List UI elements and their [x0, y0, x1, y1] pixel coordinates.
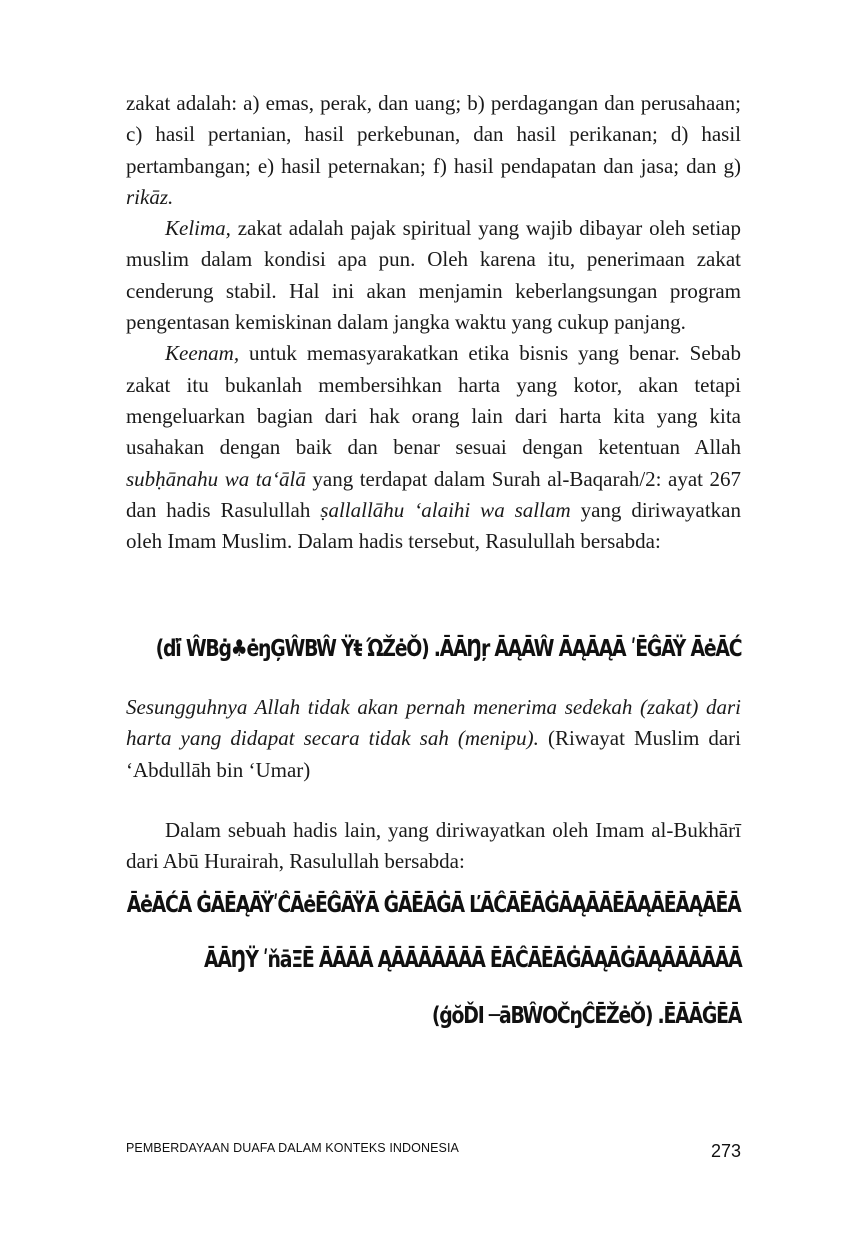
paragraph-zakat-categories	[126, 88, 741, 213]
paragraph-text: yang diriwayatkan oleh Imam Muslim. Dalam hadis tersebut, Rasulullah bersabda:	[126, 497, 741, 554]
hadith-arabic-line-3: ĀĀŊŸ ʹňāΞĒ ĀĀĀĀ ĄĀĀĀĀĀĀĀ ĒĀĈĀĒĀĠĀĄĀĠĀĄĀĀĀĀĀĀ	[203, 947, 741, 973]
paragraph-text: untuk memasyarakatkan etika bisnis yang benar. Sebab zakat itu bukanlah membersihkan harta yang kotor, akan tetapi mengeluarkan bagian dari hak orang lain dari harta kita yang kita usahakan dengan baik dan benar sesuai dengan ketentuan Allah	[126, 341, 741, 460]
paragraph-text: zakat adalah pajak spiritual yang wajib dibayar oleh setiap muslim dalam kondisi apa pun. Oleh karena itu, penerimaan zakat cenderung stabil. Hal ini akan menjamin keberlangsungan program pengentasan kemiskinan dalam jangka waktu yang cukup panjang.	[126, 216, 741, 335]
paragraph-kelima	[126, 213, 741, 338]
translation-source: (Riwayat Muslim dari ‘Abdullāh bin ‘Umar)	[126, 726, 741, 782]
translation-text: Sesungguhnya Allah tidak akan pernah menerima sedekah (zakat) dari harta yang didapat secara tidak sah (menipu).	[126, 695, 741, 751]
paragraph-lead: Kelima,	[165, 216, 231, 241]
page-number: 273	[710, 1141, 741, 1161]
term-rikaz: rikāz.	[126, 184, 174, 209]
paragraph-text: zakat adalah: a) emas, perak, dan uang; b) perdagangan dan perusahaan; c) hasil pertanian, hasil perkebunan, dan hasil perikanan; d) hasil pertambangan; e) hasil peternakan; f) hasil pendapatan dan jasa; dan g)	[126, 91, 741, 178]
paragraph-keenam	[126, 338, 741, 557]
hadith-arabic-line-2: ĀėĀĆĀ ĠĀĒĄĀŸʹĈĀėĒĜĀŸĀ ĠĀĒĀĠĀ ĽĀĈĀĒĀĠĀĄĀĀĒĀĄĀĒĀĄĀĒĀ	[127, 892, 741, 918]
running-footer-title: PEMBERDAYAAN DUAFA DALAM KONTEKS INDONESIA	[126, 1141, 459, 1155]
hadith-arabic-line-1: (ďï ŴBġ♣ėŋĢŴBŴ Ÿŧ ΏŽėǑ) .ĀĀŊŗ ĀĄĀŴ ĀĄĀĄĀ ʹĒĜĀŸ ĀėĀĆ	[155, 636, 741, 662]
term-subhanahu: subḥānahu wa ta‘ālā	[126, 466, 306, 491]
paragraph-bukhari: Dalam sebuah hadis lain, yang diriwayatkan oleh Imam al-Bukhārī dari Abū Hurairah, Rasulullah bersabda:	[126, 817, 741, 874]
paragraph-text: yang terdapat dalam Surah al-Baqarah/2: ayat 267 dan hadis Rasulullah	[126, 466, 741, 522]
hadith-translation	[126, 692, 741, 898]
paragraph-lead: Keenam,	[165, 341, 240, 366]
term-sallallahu: ṣallallāhu ‘alaihi wa sallam	[320, 497, 571, 522]
body-text	[126, 88, 741, 557]
hadith-arabic-line-4: (ģŏĎI ─āBŴOČŋĈĒŽėǑ) .ĒĀĀĠĒĀ	[431, 1003, 741, 1029]
